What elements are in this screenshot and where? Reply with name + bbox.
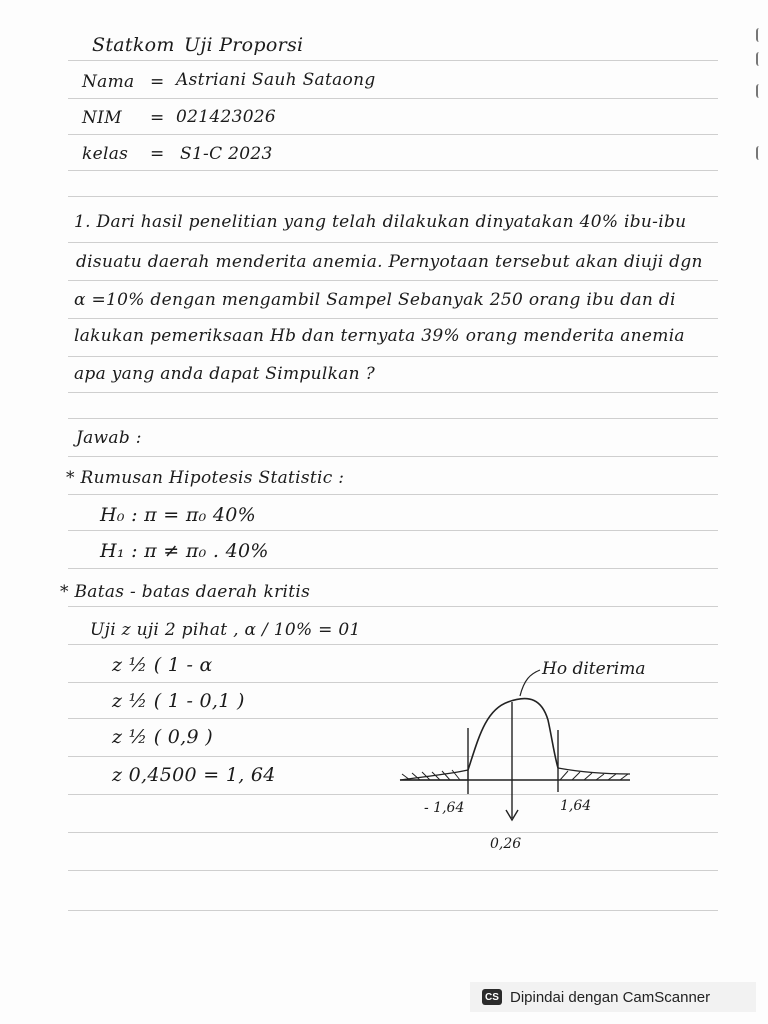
binder-mark bbox=[756, 28, 768, 42]
normal-curve-sketch bbox=[390, 650, 690, 860]
name-separator: = bbox=[150, 72, 165, 92]
ruled-line bbox=[68, 606, 718, 607]
left-tail bbox=[400, 770, 468, 780]
ruled-line bbox=[68, 456, 718, 457]
name-value: Astriani Sauh Sataong bbox=[176, 70, 376, 90]
answer-label: Jawab : bbox=[76, 428, 142, 448]
question-line-3: α =10% dengan mengambil Sampel Sebanyak 250 orang ibu dan di bbox=[74, 290, 676, 310]
camscanner-icon: CS bbox=[482, 989, 502, 1005]
question-line-1: 1. Dari hasil penelitian yang telah dilakukan dinyatakan 40% ibu-ibu bbox=[74, 212, 687, 232]
watermark-text: Dipindai dengan CamScanner bbox=[510, 988, 711, 1006]
nim-value: 021423026 bbox=[176, 107, 277, 127]
ruled-line bbox=[68, 568, 718, 569]
question-line-4: lakukan pemeriksaan Hb dan ternyata 39% orang menderita anemia bbox=[74, 326, 685, 346]
class-separator: = bbox=[150, 144, 165, 164]
ruled-line bbox=[68, 392, 718, 393]
page-subtitle: Uji Proporsi bbox=[184, 34, 304, 56]
ruled-line bbox=[68, 494, 718, 495]
question-line-2: disuatu daerah menderita anemia. Pernyotaan tersebut akan diuji dgn bbox=[76, 252, 703, 272]
ruled-line bbox=[68, 60, 718, 61]
ruled-line bbox=[68, 134, 718, 135]
marker-label: 0,26 bbox=[490, 836, 522, 852]
ruled-line bbox=[68, 196, 718, 197]
hypothesis-heading: * Rumusan Hipotesis Statistic : bbox=[66, 468, 345, 488]
right-critical-label: 1,64 bbox=[560, 798, 592, 814]
z-step-3: z ½ ( 0,9 ) bbox=[112, 726, 213, 748]
binder-mark bbox=[756, 84, 768, 98]
class-label: kelas bbox=[82, 144, 129, 164]
camscanner-watermark bbox=[470, 982, 756, 1012]
ruled-line bbox=[68, 242, 718, 243]
ruled-line bbox=[68, 530, 718, 531]
z-step-4: z 0,4500 = 1, 64 bbox=[112, 764, 276, 786]
null-hypothesis: H₀ : π = π₀ 40% bbox=[100, 504, 257, 526]
ruled-line bbox=[68, 418, 718, 419]
alt-hypothesis: H₁ : π ≠ π₀ . 40% bbox=[100, 540, 269, 562]
ruled-line bbox=[68, 280, 718, 281]
bell-curve bbox=[468, 699, 558, 770]
ruled-line bbox=[68, 644, 718, 645]
binder-mark bbox=[756, 146, 768, 160]
critical-region-heading: * Batas - batas daerah kritis bbox=[60, 582, 311, 602]
nim-label: NIM bbox=[82, 108, 122, 128]
acceptance-label: Ho diterima bbox=[542, 659, 646, 679]
question-line-5: apa yang anda dapat Simpulkan ? bbox=[74, 364, 375, 384]
normal-curve-svg bbox=[390, 650, 690, 860]
ruled-line bbox=[68, 98, 718, 99]
ruled-line bbox=[68, 870, 718, 871]
z-step-2: z ½ ( 1 - 0,1 ) bbox=[112, 690, 245, 712]
right-tail bbox=[558, 768, 630, 774]
ruled-line bbox=[68, 170, 718, 171]
ruled-line bbox=[68, 318, 718, 319]
label-pointer bbox=[520, 670, 540, 696]
test-description: Uji z uji 2 pihat , α / 10% = 01 bbox=[90, 620, 361, 640]
ruled-line bbox=[68, 356, 718, 357]
class-value: S1-C 2023 bbox=[180, 144, 273, 164]
page-title: Statkom bbox=[92, 34, 175, 56]
ruled-line bbox=[68, 910, 718, 911]
z-step-1: z ½ ( 1 - α bbox=[112, 654, 213, 676]
left-critical-label: - 1,64 bbox=[424, 800, 465, 816]
binder-mark bbox=[756, 52, 768, 66]
name-label: Nama bbox=[82, 72, 135, 92]
nim-separator: = bbox=[150, 108, 165, 128]
